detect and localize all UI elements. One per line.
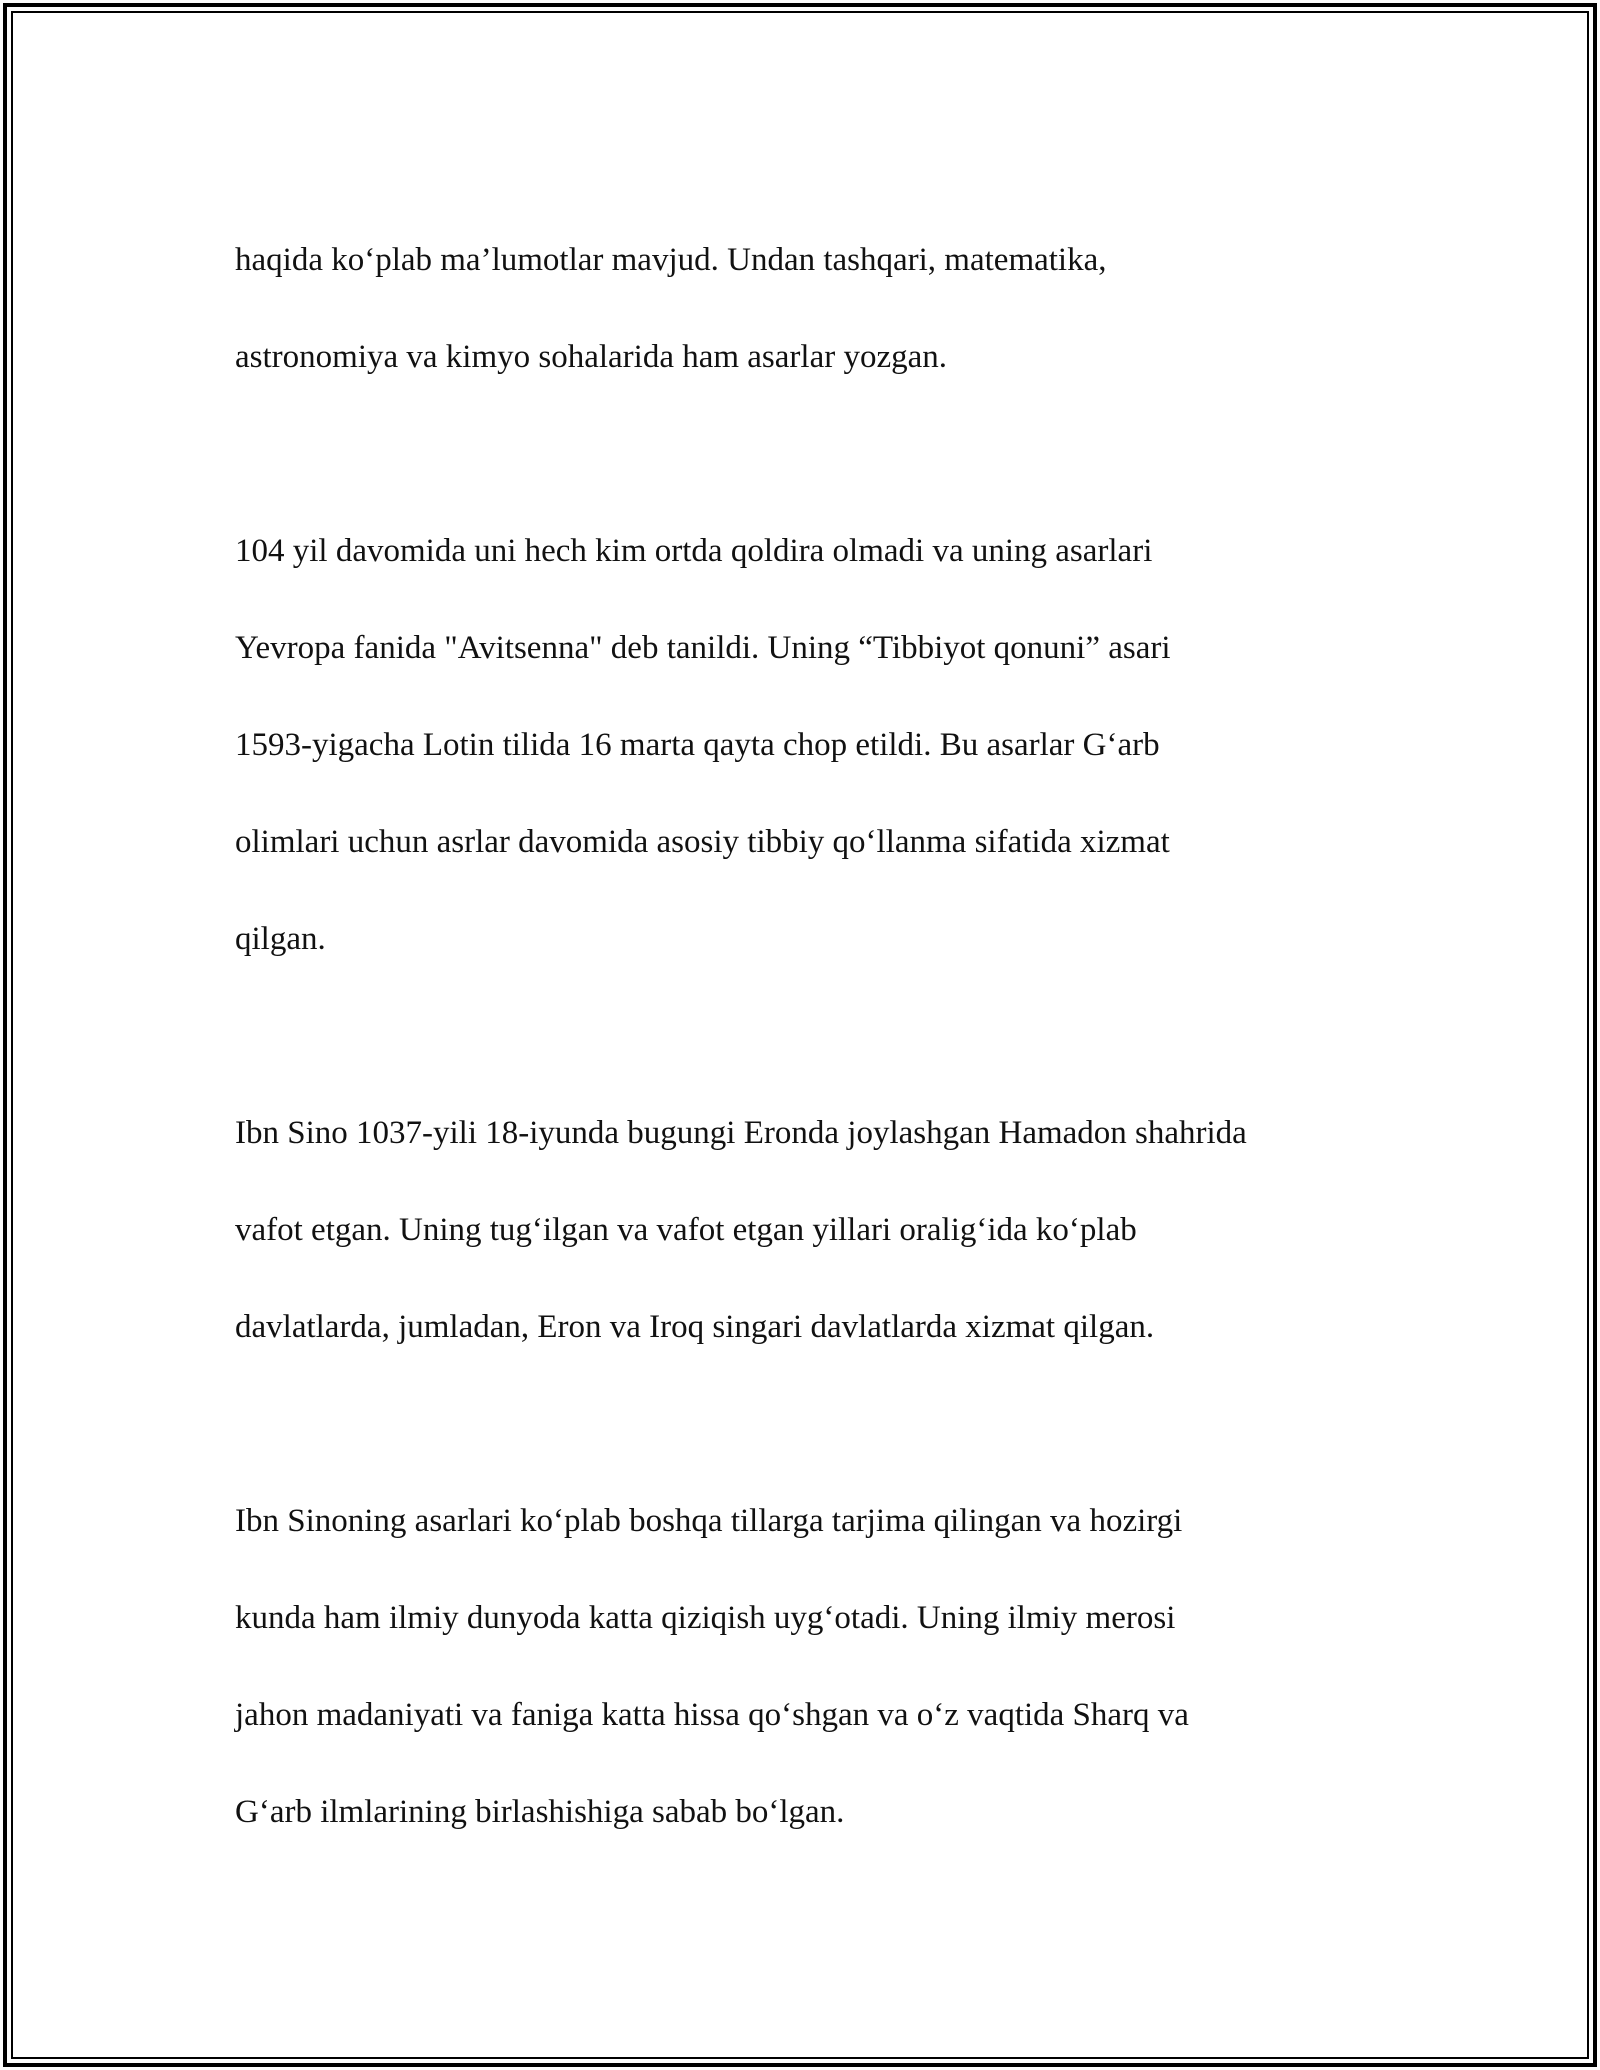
text-line: astronomiya va kimyo sohalarida ham asarlar yozgan. xyxy=(235,338,948,375)
text-line: haqida ko‘plab ma’lumotlar mavjud. Undan tashqari, matematika, xyxy=(235,241,1107,278)
text-line: 104 yil davomida uni hech kim ortda qoldira olmadi va uning asarlari xyxy=(235,532,1153,569)
text-line: G‘arb ilmlarining birlashishiga sabab bo‘lgan. xyxy=(235,1793,845,1830)
text-line: 1593-yigacha Lotin tilida 16 marta qayta chop etildi. Bu asarlar G‘arb xyxy=(235,726,1160,763)
text-line: Ibn Sinoning asarlari ko‘plab boshqa tillarga tarjima qilingan va hozirgi xyxy=(235,1502,1183,1539)
text-line: Ibn Sino 1037-yili 18-iyunda bugungi Eronda joylashgan Hamadon shahrida xyxy=(235,1114,1247,1151)
text-line: kunda ham ilmiy dunyoda katta qiziqish uyg‘otadi. Uning ilmiy merosi xyxy=(235,1599,1176,1636)
paragraph-1 xyxy=(235,187,1405,430)
paragraph-4 xyxy=(235,1448,1405,1885)
text-line: Yevropa fanida "Avitsenna" deb tanildi. Uning “Tibbiyot qonuni” asari xyxy=(235,629,1171,666)
text-line: qilgan. xyxy=(235,920,326,957)
text-line: davlatlarda, jumladan, Eron va Iroq singari davlatlarda xizmat qilgan. xyxy=(235,1308,1155,1345)
text-line: vafot etgan. Uning tug‘ilgan va vafot etgan yillari oralig‘ida ko‘plab xyxy=(235,1211,1137,1248)
paragraph-2 xyxy=(235,478,1405,1012)
text-line: olimlari uchun asrlar davomida asosiy tibbiy qo‘llanma sifatida xizmat xyxy=(235,823,1170,860)
text-line: jahon madaniyati va faniga katta hissa qo‘shgan va o‘z vaqtida Sharq va xyxy=(235,1696,1189,1733)
paragraph-3 xyxy=(235,1060,1405,1400)
document-body xyxy=(235,187,1405,1933)
